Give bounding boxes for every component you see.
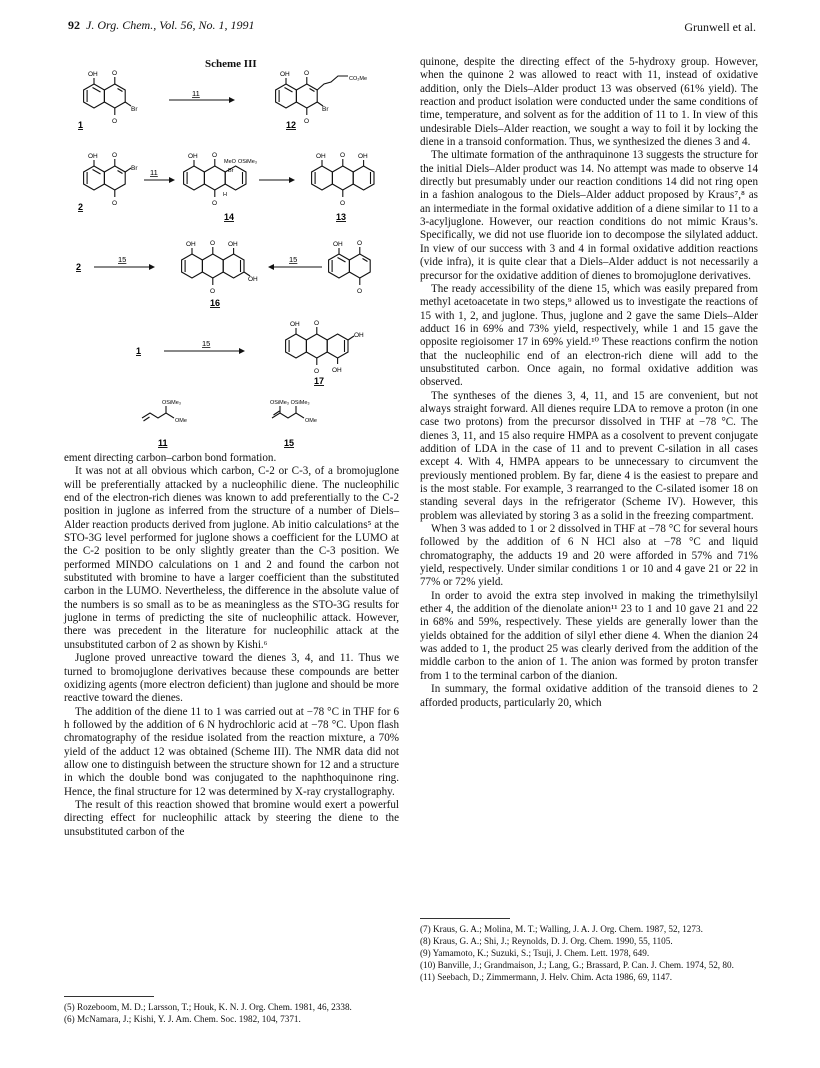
footnote-divider — [420, 918, 510, 919]
svg-text:H: H — [223, 192, 227, 198]
compound-label-2-row3: 2 — [76, 262, 82, 272]
compound-16-structure — [182, 240, 258, 295]
svg-text:O: O — [314, 320, 320, 327]
compound-label-1: 1 — [78, 120, 84, 130]
svg-text:O: O — [112, 70, 118, 77]
footnote: (10) Banville, J.; Grandmaison, J.; Lang, G.; Brassard, P. Can. J. Chem. 1974, 52, 80. — [420, 960, 734, 970]
reagent-label-15: 15 — [118, 255, 127, 264]
footnotes-right — [420, 924, 758, 984]
footnote-divider — [64, 996, 154, 997]
svg-text:OH: OH — [354, 332, 364, 339]
compound-12-structure — [276, 70, 367, 125]
svg-text:OH: OH — [248, 276, 258, 283]
juglone-structure — [329, 240, 371, 295]
svg-text:O: O — [304, 70, 310, 77]
svg-text:O: O — [212, 152, 218, 159]
left-text-column — [64, 452, 399, 839]
compound-label-12: 12 — [286, 120, 297, 130]
footnote: (9) Yamamoto, K.; Suzuki, S.; Tsuji, J. Chem. Lett. 1978, 649. — [420, 948, 650, 958]
body-paragraph: In summary, the formal oxidative addition of the transoid dienes to 2 afforded products, particularly 20, which — [420, 683, 758, 709]
journal-citation: J. Org. Chem., Vol. 56, No. 1, 1991 — [86, 18, 255, 32]
svg-text:Br: Br — [131, 165, 138, 172]
svg-text:OH: OH — [88, 71, 98, 78]
svg-text:Br: Br — [322, 106, 329, 113]
svg-text:OH: OH — [316, 153, 326, 160]
svg-text:OH: OH — [332, 367, 342, 374]
body-paragraph: When 3 was added to 1 or 2 dissolved in THF at −78 °C for several hours followed by the addition of 6 N HCl also at −78 °C and liquid chromatography, the adducts 19 and 20 were afforded in 57% and 71% yield, respectively. Under similar conditions 1 or 10 and 4 gave 21 or 22 in 77% or 72% yield. — [420, 523, 758, 589]
compound-14-structure — [184, 152, 257, 207]
svg-text:O: O — [112, 152, 118, 159]
svg-text:OH: OH — [188, 153, 198, 160]
svg-text:MeO: MeO — [224, 159, 236, 165]
diene-11-structure — [142, 400, 187, 424]
svg-text:OH: OH — [88, 153, 98, 160]
svg-text:OH: OH — [186, 241, 196, 248]
compound-13-structure — [312, 152, 374, 207]
svg-text:OH: OH — [358, 153, 368, 160]
body-paragraph: It was not at all obvious which carbon, C-2 or C-3, of a bromojuglone will be preferentially attacked by a nucleophilic diene. The nucleophilic end of the electron-rich dienes was known to add preferentially to the C-2 position in juglone as inferred from the structure of a number of Diels–Alder reaction products derived from juglone. Ab initio calculations⁵ at the STO-3G level performed for juglone shows a coefficient for the LUMO at the C-2 position to be only slightly greater than the C-3 position. We performed MINDO calculations on 1 and 2 and found the carbon not substituted with bromine to have a larger coefficient than the substituted carbon in the LUMO. Nevertheless, the difference in the absolute value of the numbers is so small as to be as meaningless as the STO-3G results for juglone in terms of predicting the site of nucleophilic attack. However, there was precedent in the literature for nucleophilic attack at the unsubstituted carbon of 2 as shown by Kishi.⁶ — [64, 465, 399, 651]
compound-label-11: 11 — [158, 438, 168, 448]
body-paragraph: quinone, despite the directing effect of the 5-hydroxy group. However, when the quinone 2 was allowed to react with 11, instead of oxidative addition, only the Diels–Alder product 13 was observed (61% yield). The reaction and product isolation were conducted under the same conditions of time, temperature, and solvent as for the addition of 11 to 1. In view of this undesirable Diels–Alder reaction, we sought a way to foil it by locking the diene in a transoid conformation. Thus, we synthesized the dienes 3 and 4. — [420, 56, 758, 149]
footnote: (8) Kraus, G. A.; Shi, J.; Reynolds, D. J. Org. Chem. 1990, 55, 1105. — [420, 936, 673, 946]
svg-text:OH: OH — [228, 241, 238, 248]
compound-2-structure — [84, 152, 139, 207]
body-paragraph: The addition of the diene 11 to 1 was carried out at −78 °C in THF for 6 h followed by the addition of 6 N hydrochloric acid at −78 °C. Upon flash chromatography of the residue isolated from the reaction mixture, a 70% yield of the adduct 12 was obtained (Scheme III). The NMR data did not allow one to distinguish between the structure shown for 12 and a structure in which the double bond was conjugated to the naphthoquinone ring. Hence, the final structure for 12 was determined by X-ray crystallography. — [64, 705, 399, 798]
svg-text:O: O — [210, 288, 216, 295]
body-paragraph: ement directing carbon–carbon bond formation. — [64, 452, 277, 464]
svg-text:OH: OH — [280, 71, 290, 78]
footnote: (11) Seebach, D.; Zimmermann, J. Helv. Chim. Acta 1986, 69, 1147. — [420, 972, 673, 982]
diene-15-structure — [270, 400, 317, 424]
footnote: (7) Kraus, G. A.; Molina, M. T.; Walling, J. A. J. Org. Chem. 1987, 52, 1273. — [420, 924, 703, 934]
page-number: 92 — [68, 18, 80, 32]
svg-text:OSiMe₃ OSiMe₃: OSiMe₃ OSiMe₃ — [270, 400, 310, 406]
reagent-label-11: 11 — [192, 89, 200, 98]
svg-text:O: O — [340, 200, 346, 207]
running-header-authors: Grunwell et al. — [684, 20, 756, 34]
footnotes-left — [64, 1002, 399, 1026]
compound-1-structure — [84, 70, 139, 125]
footnote: (5) Rozeboom, M. D.; Larsson, T.; Houk, K. N. J. Org. Chem. 1981, 46, 2338. — [64, 1002, 352, 1012]
reaction-scheme — [64, 70, 404, 452]
svg-text:CO₂Me: CO₂Me — [349, 76, 368, 82]
svg-text:Br: Br — [228, 168, 234, 174]
reagent-label-11: 11 — [150, 168, 158, 177]
running-header-left — [68, 18, 255, 33]
compound-17-structure — [286, 320, 364, 375]
reagent-label-15: 15 — [202, 339, 211, 348]
compound-label-17: 17 — [314, 376, 325, 386]
body-paragraph: Juglone proved unreactive toward the dienes 3, 4, and 11. Thus we turned to bromojuglone derivatives because these compounds are better oxidizing agents (more electron deficient) than juglone and should be more reactive toward the dienes. — [64, 652, 399, 705]
compound-label-16: 16 — [210, 298, 221, 308]
svg-text:O: O — [210, 240, 216, 247]
svg-text:Br: Br — [131, 106, 138, 113]
body-paragraph: The result of this reaction showed that bromine would exert a powerful directing effect for nucleophilic attack by steering the diene to the unsubstituted carbon of the — [64, 798, 399, 838]
body-paragraph: In order to avoid the extra step involved in making the trimethylsilyl ether 4, the addition of the dienolate anion¹¹ 23 to 1 and 10 gave 21 and 22 in 68% and 59%, respectively. These yields are generally lower than the yields obtained for the addition of silyl ether diene 4. When the dianion 24 was added to 1, the product 25 was clearly derived from the addition of the middle carbon to the anion of 1. The anion was formed by proton transfer from 1 to the terminal carbon of the dianion. — [420, 589, 758, 682]
compound-label-2: 2 — [78, 202, 84, 212]
svg-text:O: O — [340, 152, 346, 159]
svg-text:O: O — [314, 368, 320, 375]
svg-text:O: O — [112, 118, 118, 125]
svg-text:O: O — [112, 200, 118, 207]
svg-text:OMe: OMe — [305, 418, 317, 424]
svg-text:OSiMe₃: OSiMe₃ — [162, 400, 182, 406]
right-text-column — [420, 56, 758, 710]
body-paragraph: The ultimate formation of the anthraquinone 13 suggests the structure for the initial Diels–Alder product was 14. No attempt was made to observe 14 directly but presumably under our reaction conditions 14 did not ring open in a fashion analogous to the Diels–Alder adduct proposed by Kraus⁷,⁸ as an intermediate in the formal oxidative addition of a diene similar to 11 to a 3-acyljuglone. However, our reaction conditions do not mimic Kraus’s. Specifically, we did not use fluoride ion to decompose the silylated adduct. In view of our success with 3 and 4 in formal oxidative addition reactions (vide infra), it is quite clear that a Diels–Alder adduct is not necessarily a precursor for the oxidative addition of dienes to bromojuglone derivatives. — [420, 149, 758, 282]
svg-text:OMe: OMe — [175, 418, 187, 424]
svg-text:O: O — [357, 240, 363, 247]
svg-text:OH: OH — [333, 241, 343, 248]
svg-text:O: O — [304, 118, 310, 125]
compound-label-1-row4: 1 — [136, 346, 142, 356]
svg-text:OSiMe₃: OSiMe₃ — [238, 159, 258, 165]
compound-label-15: 15 — [284, 438, 295, 448]
body-paragraph: The syntheses of the dienes 3, 4, 11, and 15 are convenient, but not always straight forward. All dienes require LDA to remove a proton (in one case two protons) from the precursor dissolved in THF at −78 °C. The dienes 3, 11, and 15 also require HMPA as a cosolvent to prevent conjugate addition of LDA in the case of 11 and to prevent C-silation in all cases except 4. With 4, HMPA appears to be unnecessary to circumvent the previously mentioned problem. By far, diene 4 is the easiest to prepare and is the most stable. For example, 3 rearranged to the C-silated isomer 18 on standing several days in the refrigerator (Scheme IV). However, this problem was alleviated by storing 3 as a solid in the freezing compartment. — [420, 389, 758, 522]
scheme-title: Scheme III — [205, 58, 257, 70]
compound-label-14: 14 — [224, 212, 235, 222]
svg-text:OH: OH — [290, 321, 300, 328]
svg-text:O: O — [212, 200, 218, 207]
body-paragraph: The ready accessibility of the diene 15, which was easily prepared from methyl acetoacetate in two steps,⁹ allowed us to investigate the reactions of 15 with 1, 2, and juglone. Thus, juglone and 2 gave the same Diels–Alder adduct 16 in 69% and 73% yield, respectively, while 1 and 15 gave the opposite regioisomer 17 in 69% yield.¹⁰ These reactions confirm the notion that the nucleophilic end of an electron-rich diene will add to the unsubstituted carbon. Once again, no formal oxidative addition was observed. — [420, 282, 758, 389]
compound-label-13: 13 — [336, 212, 347, 222]
reagent-label-15: 15 — [289, 255, 298, 264]
footnote: (6) McNamara, J.; Kishi, Y. J. Am. Chem. Soc. 1982, 104, 7371. — [64, 1014, 301, 1024]
svg-text:O: O — [357, 288, 363, 295]
